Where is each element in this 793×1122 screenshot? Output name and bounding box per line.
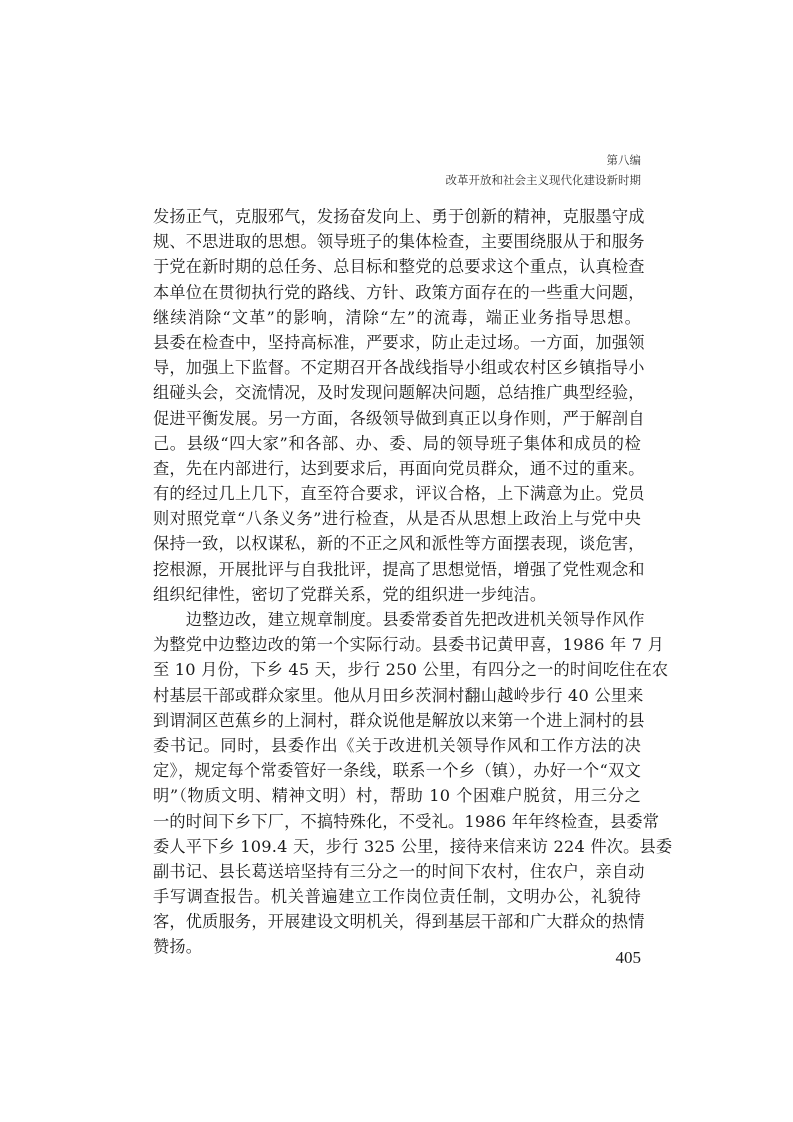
- text-line: 手写调查报告。机关普遍建立工作岗位责任制，文明办公，礼貌待: [153, 887, 641, 907]
- text-line: 到谓洞区芭蕉乡的上洞村，群众说他是解放以来第一个进上洞村的县: [153, 710, 645, 730]
- running-head: [446, 150, 642, 190]
- text-line: 己。县级“四大家”和各部、办、委、局的领导班子集体和成员的检: [153, 433, 641, 453]
- text-line: 组碰头会，交流情况，及时发现问题解决问题，总结推广典型经验，: [153, 383, 645, 403]
- text-line: 本单位在贯彻执行党的路线、方针、政策方面存在的一些重大问题，: [153, 282, 645, 302]
- page-number: 405: [615, 948, 641, 967]
- text-line: 为整党中边整边改的第一个实际行动。县委书记黄甲喜，1986 年 7 月: [153, 635, 664, 655]
- text-line: 保持一致，以权谋私，新的不正之风和派性等方面摆表现，谈危害，: [153, 534, 645, 554]
- text-line: 组织纪律性，密切了党群关系，党的组织进一步纯洁。: [153, 584, 547, 604]
- text-line: 副书记、县长葛送培坚持有三分之一的时间下农村，住农户，亲自动: [153, 861, 645, 881]
- text-line: 村基层干部或群众家里。他从月田乡茨洞村翻山越岭步行 40 公里来: [153, 685, 644, 705]
- text-line: 委人平下乡 109.4 天，步行 325 公里，接待来信来访 224 件次。县委: [153, 836, 673, 856]
- part-subtitle: 改革开放和社会主义现代化建设新时期: [445, 173, 641, 187]
- text-line: 查，先在内部进行，达到要求后，再面向党员群众，通不过的重来。: [153, 458, 645, 478]
- paragraph: [153, 204, 645, 607]
- text-line: 于党在新时期的总任务、总目标和整党的总要求这个重点，认真检查: [153, 257, 645, 277]
- text-line: 导，加强上下监督。不定期召开各战线指导小组或农村区乡镇指导小: [153, 358, 645, 378]
- text-line: 有的经过几上几下，直至符合要求，评议合格，上下满意为止。党员: [153, 484, 645, 504]
- text-line: 至 10 月份，下乡 45 天，步行 250 公里，有四分之一的时间吃住在农: [153, 660, 669, 680]
- body-text: [153, 204, 673, 960]
- text-line: 县委在检查中，坚持高标准，严要求，防止走过场。一方面，加强领: [153, 332, 645, 352]
- text-line: 定》，规定每个常委管好一条线，联系一个乡（镇），办好一个“双文: [153, 761, 641, 781]
- text-line: 明”（物质文明、精神文明）村，帮助 10 个困难户脱贫，用三分之: [153, 786, 641, 806]
- part-title: 第八编: [606, 153, 641, 167]
- text-line: 赞扬。: [153, 937, 203, 957]
- text-line: 继续消除“文革”的影响，清除“左”的流毒，端正业务指导思想。: [153, 307, 641, 327]
- text-line: 挖根源，开展批评与自我批评，提高了思想觉悟，增强了党性观念和: [153, 559, 645, 579]
- text-line: 一的时间下乡下厂，不搞特殊化，不受礼。1986 年年终检查，县委常: [153, 811, 660, 831]
- text-line: 则对照党章“八条义务”进行检查，从是否从思想上政治上与党中央: [153, 509, 641, 529]
- paragraph: [153, 607, 673, 960]
- text-line: 客，优质服务，开展建设文明机关，得到基层干部和广大群众的热情: [153, 912, 645, 932]
- text-line: 促进平衡发展。另一方面，各级领导做到真正以身作则，严于解剖自: [153, 408, 645, 428]
- text-line: 发扬正气，克服邪气，发扬奋发向上、勇于创新的精神，克服墨守成: [153, 207, 645, 226]
- text-line: 边整边改，建立规章制度。县委常委首先把改进机关领导作风作: [153, 610, 645, 629]
- text-line: 规、不思进取的思想。领导班子的集体检查，主要围绕服从于和服务: [153, 232, 645, 252]
- text-line: 委书记。同时，县委作出《关于改进机关领导作风和工作方法的决: [153, 735, 641, 755]
